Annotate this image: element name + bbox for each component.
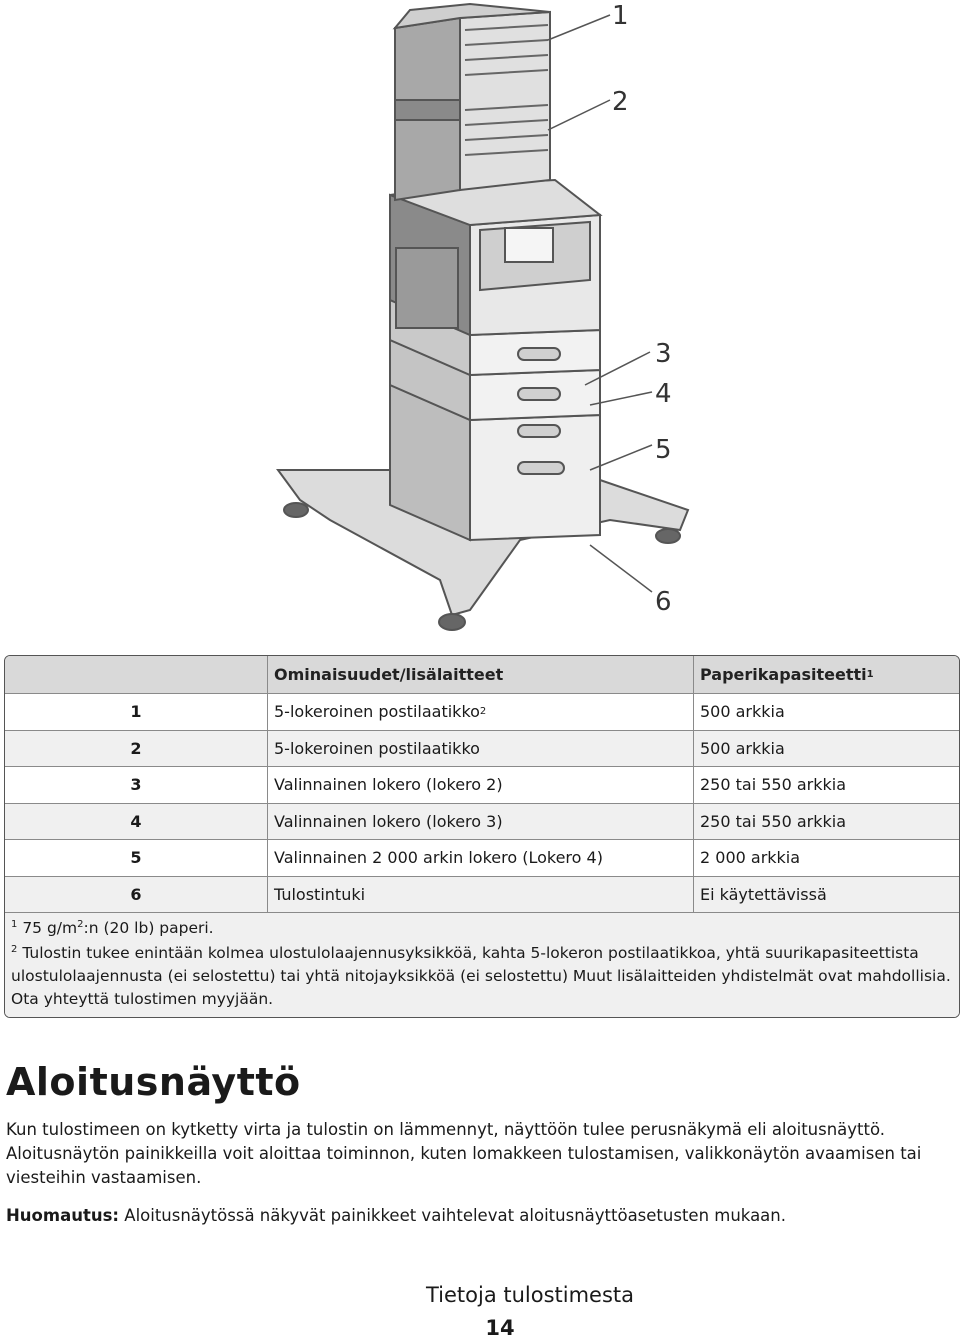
table-header [5,656,959,694]
footer-title: Tietoja tulostimesta [425,1283,635,1307]
note-label: Huomautus: [6,1206,120,1225]
row-capacity: 2 000 arkkia [700,848,801,868]
header-feature: Ominaisuudet/lisälaitteet [267,656,687,693]
header-capacity: Paperikapasiteetti 1 [693,656,959,693]
row-capacity: 250 tai 550 arkkia [700,811,847,831]
row-num: 3 [130,775,142,795]
row-feature: Tulostintuki [274,884,366,904]
row-num: 5 [130,848,142,868]
row-feature: 5-lokeroinen postilaatikko [274,702,480,722]
row-num: 6 [130,884,142,904]
table-row [5,731,959,768]
row-capacity: 500 arkkia [700,738,785,758]
callout-6: 6 [655,587,672,617]
callout-5: 5 [655,435,672,465]
row-capacity: 500 arkkia [700,702,785,722]
callout-1: 1 [612,1,629,31]
section-paragraph: Kun tulostimeen on kytketty virta ja tulostin on lämmennyt, näyttöön tulee perusnäkymä eli aloitusnäyttö. Aloitusnäytön painikkeilla voit aloittaa toiminnon, kuten lomakkeen tulostamisen, valikkonäytön avaamisen tai viesteihin vastaamisen. [6,1120,922,1187]
header-num [5,656,261,693]
table-row [5,840,959,877]
row-num: 1 [130,702,142,722]
printer-illustration [0,0,960,640]
callout-4: 4 [655,379,672,409]
row-capacity: Ei käytettävissä [700,884,827,904]
callout-2: 2 [612,87,629,117]
spec-table [4,655,960,1018]
row-feature: Valinnainen lokero (lokero 3) [274,811,503,831]
mailbox-tower [395,4,550,200]
table-row [5,804,959,841]
row-num: 4 [130,811,142,831]
footnote-2: $^2$ Tulostin tukee enintään kolmea ulostulolaajennusyksikköä, kahta 5-lokeron postilaatikkoa, yhtä suurikapasiteettista ulostulolaajennusta (ei selostettu) tai yhtä nitojayksikköä (ei selostettu) Muut lisälaitteiden yhdistelmät ovat mahdollisia. Ota yhteyttä tulostimen myyjään. [11,943,951,1008]
row-feature: Valinnainen 2 000 arkin lokero (Lokero 4) [274,848,603,868]
row-capacity: 250 tai 550 arkkia [700,775,847,795]
row-feature: 5-lokeroinen postilaatikko [274,738,480,758]
page-number: 14 [485,1316,515,1340]
table-footnotes [5,913,959,1017]
table-row [5,877,959,914]
note-text: Aloitusnäytössä näkyvät painikkeet vaihtelevat aloitusnäyttöasetusten mukaan. [119,1206,786,1225]
callout-3: 3 [655,339,672,369]
printer-body [390,180,600,335]
row-feature: Valinnainen lokero (lokero 2) [274,775,503,795]
footnote-1: $^1$ 75 $g/m^2:n$ (20 lb) paperi. [11,918,214,937]
row-num: 2 [130,738,142,758]
section-note [6,1204,951,1228]
table-row: 1 5-lokeroinen postilaatikko 2 500 arkkia [5,694,959,731]
table-row [5,767,959,804]
section-title: Aloitusnäyttö [6,1060,301,1104]
